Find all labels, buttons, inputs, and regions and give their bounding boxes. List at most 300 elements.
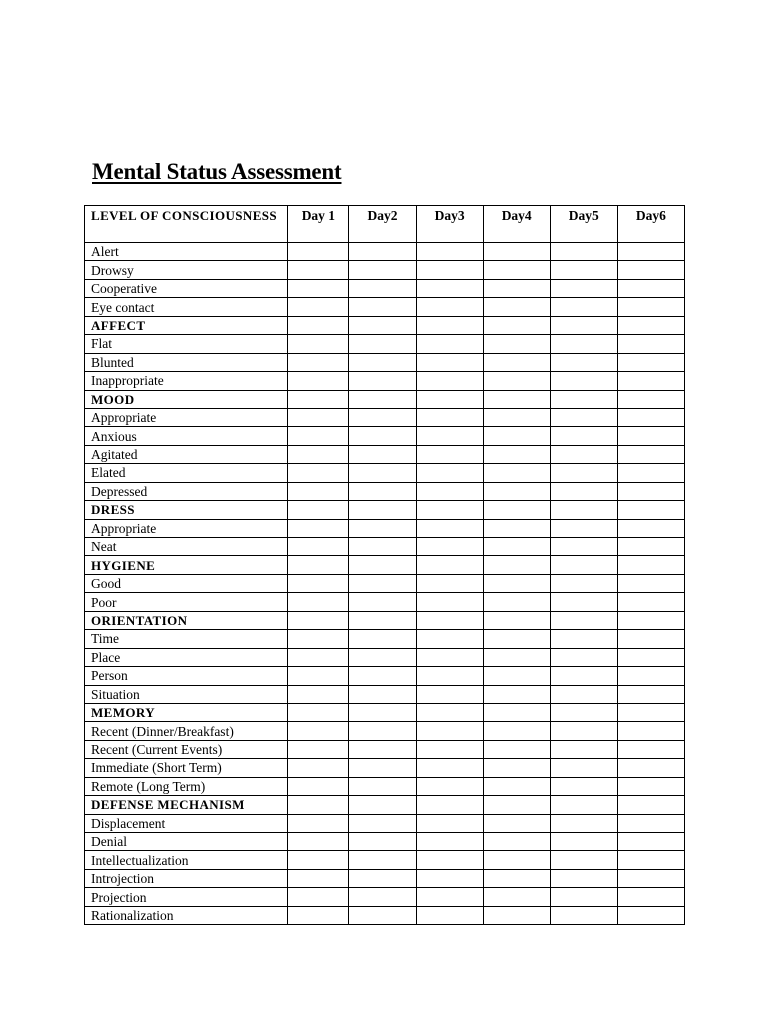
day-cell[interactable] xyxy=(288,759,349,777)
day-cell[interactable] xyxy=(349,519,416,537)
day-cell[interactable] xyxy=(550,298,617,316)
day-cell[interactable] xyxy=(288,279,349,297)
day-cell[interactable] xyxy=(349,408,416,426)
day-cell[interactable] xyxy=(617,740,684,758)
assessment-table xyxy=(84,205,685,925)
day-cell[interactable] xyxy=(617,408,684,426)
day-cell[interactable] xyxy=(483,740,550,758)
day-cell[interactable] xyxy=(416,648,483,666)
day-cell[interactable] xyxy=(288,243,349,261)
day-cell[interactable] xyxy=(483,556,550,574)
table-row xyxy=(85,906,685,924)
row-label: Neat xyxy=(85,538,288,556)
day-cell[interactable] xyxy=(483,648,550,666)
day-cell[interactable] xyxy=(288,482,349,500)
day-cell[interactable] xyxy=(416,722,483,740)
day-cell[interactable] xyxy=(483,501,550,519)
section-heading: DEFENSE MECHANISM xyxy=(85,796,288,814)
day-cell[interactable] xyxy=(349,906,416,924)
day-cell[interactable] xyxy=(349,869,416,887)
day-cell[interactable] xyxy=(288,888,349,906)
day-cell[interactable] xyxy=(416,869,483,887)
table-body xyxy=(85,243,685,925)
day-cell[interactable] xyxy=(288,464,349,482)
day-cell[interactable] xyxy=(349,630,416,648)
day-cell[interactable] xyxy=(617,298,684,316)
day-cell[interactable] xyxy=(416,261,483,279)
table-row xyxy=(85,353,685,371)
day-cell[interactable] xyxy=(349,759,416,777)
row-label: Drowsy xyxy=(85,261,288,279)
row-label: Intellectualization xyxy=(85,851,288,869)
row-label: Anxious xyxy=(85,427,288,445)
day-cell[interactable] xyxy=(349,685,416,703)
day-cell[interactable] xyxy=(617,888,684,906)
day-cell[interactable] xyxy=(288,501,349,519)
day-cell[interactable] xyxy=(288,408,349,426)
day-cell[interactable] xyxy=(617,316,684,334)
row-label: Recent (Dinner/Breakfast) xyxy=(85,722,288,740)
row-label: Projection xyxy=(85,888,288,906)
day-cell[interactable] xyxy=(288,372,349,390)
day-cell[interactable] xyxy=(349,482,416,500)
day-cell[interactable] xyxy=(288,611,349,629)
day-cell[interactable] xyxy=(349,353,416,371)
row-label: Good xyxy=(85,574,288,592)
day-cell[interactable] xyxy=(416,796,483,814)
section-heading: DRESS xyxy=(85,501,288,519)
day-cell[interactable] xyxy=(349,888,416,906)
day-cell[interactable] xyxy=(617,759,684,777)
day-cell[interactable] xyxy=(483,777,550,795)
day-cell[interactable] xyxy=(617,833,684,851)
day-cell[interactable] xyxy=(617,667,684,685)
day-cell[interactable] xyxy=(550,759,617,777)
day-cell[interactable] xyxy=(550,777,617,795)
day-cell[interactable] xyxy=(550,703,617,721)
day-cell[interactable] xyxy=(416,667,483,685)
day-cell[interactable] xyxy=(550,538,617,556)
day-cell[interactable] xyxy=(483,593,550,611)
day-cell[interactable] xyxy=(617,814,684,832)
day-cell[interactable] xyxy=(288,685,349,703)
day-cell[interactable] xyxy=(349,574,416,592)
row-label: Person xyxy=(85,667,288,685)
day-cell[interactable] xyxy=(617,685,684,703)
row-label: Blunted xyxy=(85,353,288,371)
day-cell[interactable] xyxy=(349,648,416,666)
day-cell[interactable] xyxy=(483,703,550,721)
day-cell[interactable] xyxy=(550,279,617,297)
day-cell[interactable] xyxy=(288,740,349,758)
day-cell[interactable] xyxy=(617,869,684,887)
day-cell[interactable] xyxy=(483,353,550,371)
day-cell[interactable] xyxy=(416,814,483,832)
section-heading: MEMORY xyxy=(85,703,288,721)
row-label: Appropriate xyxy=(85,408,288,426)
day-cell[interactable] xyxy=(416,833,483,851)
day-cell[interactable] xyxy=(617,906,684,924)
day-cell[interactable] xyxy=(288,796,349,814)
day-cell[interactable] xyxy=(349,611,416,629)
table-row xyxy=(85,408,685,426)
day-cell[interactable] xyxy=(617,648,684,666)
day-cell[interactable] xyxy=(550,630,617,648)
day-cell[interactable] xyxy=(617,538,684,556)
day-cell[interactable] xyxy=(550,888,617,906)
day-cell[interactable] xyxy=(550,833,617,851)
day-cell[interactable] xyxy=(349,501,416,519)
day-cell[interactable] xyxy=(483,796,550,814)
day-cell[interactable] xyxy=(483,298,550,316)
table-row xyxy=(85,464,685,482)
day-cell[interactable] xyxy=(349,556,416,574)
day-cell[interactable] xyxy=(288,833,349,851)
day-cell[interactable] xyxy=(416,593,483,611)
day-cell[interactable] xyxy=(483,279,550,297)
day-cell[interactable] xyxy=(617,501,684,519)
day-cell[interactable] xyxy=(483,335,550,353)
day-cell[interactable] xyxy=(416,685,483,703)
day-cell[interactable] xyxy=(483,538,550,556)
day-cell[interactable] xyxy=(349,390,416,408)
day-cell[interactable] xyxy=(483,390,550,408)
day-cell[interactable] xyxy=(483,869,550,887)
day-cell[interactable] xyxy=(288,593,349,611)
day-cell[interactable] xyxy=(416,464,483,482)
day-header: Day 1 xyxy=(288,206,349,243)
day-cell[interactable] xyxy=(416,574,483,592)
day-cell[interactable] xyxy=(550,906,617,924)
day-cell[interactable] xyxy=(288,722,349,740)
row-label: Introjection xyxy=(85,869,288,887)
table-row xyxy=(85,279,685,297)
day-cell[interactable] xyxy=(483,408,550,426)
day-cell[interactable] xyxy=(483,574,550,592)
day-cell[interactable] xyxy=(416,298,483,316)
day-header: Day4 xyxy=(483,206,550,243)
table-row xyxy=(85,630,685,648)
day-cell[interactable] xyxy=(416,243,483,261)
day-cell[interactable] xyxy=(288,851,349,869)
day-cell[interactable] xyxy=(550,335,617,353)
day-cell[interactable] xyxy=(288,648,349,666)
day-cell[interactable] xyxy=(288,814,349,832)
day-cell[interactable] xyxy=(416,703,483,721)
table-row xyxy=(85,833,685,851)
table-row xyxy=(85,851,685,869)
day-cell[interactable] xyxy=(617,445,684,463)
day-cell[interactable] xyxy=(483,814,550,832)
row-label: Flat xyxy=(85,335,288,353)
day-cell[interactable] xyxy=(416,906,483,924)
day-cell[interactable] xyxy=(617,556,684,574)
table-row xyxy=(85,574,685,592)
section-row xyxy=(85,316,685,334)
day-cell[interactable] xyxy=(416,390,483,408)
table-row xyxy=(85,777,685,795)
table-row xyxy=(85,740,685,758)
day-cell[interactable] xyxy=(483,243,550,261)
day-cell[interactable] xyxy=(483,427,550,445)
day-cell[interactable] xyxy=(483,833,550,851)
day-cell[interactable] xyxy=(617,279,684,297)
table-row xyxy=(85,648,685,666)
table-row xyxy=(85,335,685,353)
day-cell[interactable] xyxy=(349,593,416,611)
day-cell[interactable] xyxy=(550,445,617,463)
day-cell[interactable] xyxy=(288,335,349,353)
day-cell[interactable] xyxy=(550,390,617,408)
row-label: Situation xyxy=(85,685,288,703)
day-cell[interactable] xyxy=(349,316,416,334)
day-cell[interactable] xyxy=(550,501,617,519)
day-cell[interactable] xyxy=(550,814,617,832)
day-cell[interactable] xyxy=(483,722,550,740)
day-cell[interactable] xyxy=(416,372,483,390)
day-cell[interactable] xyxy=(349,372,416,390)
day-cell[interactable] xyxy=(550,519,617,537)
table-row xyxy=(85,667,685,685)
day-cell[interactable] xyxy=(483,464,550,482)
day-cell[interactable] xyxy=(550,427,617,445)
day-cell[interactable] xyxy=(288,556,349,574)
day-cell[interactable] xyxy=(349,740,416,758)
day-cell[interactable] xyxy=(349,243,416,261)
row-label: Eye contact xyxy=(85,298,288,316)
section-row xyxy=(85,796,685,814)
day-cell[interactable] xyxy=(349,335,416,353)
day-cell[interactable] xyxy=(617,593,684,611)
day-cell[interactable] xyxy=(416,335,483,353)
table-row xyxy=(85,427,685,445)
row-label: Depressed xyxy=(85,482,288,500)
day-cell[interactable] xyxy=(416,519,483,537)
day-cell[interactable] xyxy=(483,759,550,777)
day-cell[interactable] xyxy=(288,353,349,371)
header-label: LEVEL OF CONSCIOUSNESS xyxy=(85,206,288,243)
day-cell[interactable] xyxy=(416,630,483,648)
day-cell[interactable] xyxy=(288,445,349,463)
day-cell[interactable] xyxy=(550,482,617,500)
day-cell[interactable] xyxy=(416,851,483,869)
day-cell[interactable] xyxy=(416,556,483,574)
day-cell[interactable] xyxy=(416,611,483,629)
day-cell[interactable] xyxy=(550,648,617,666)
day-cell[interactable] xyxy=(416,279,483,297)
day-cell[interactable] xyxy=(550,593,617,611)
day-cell[interactable] xyxy=(349,851,416,869)
day-cell[interactable] xyxy=(617,427,684,445)
day-cell[interactable] xyxy=(550,611,617,629)
day-cell[interactable] xyxy=(349,667,416,685)
day-cell[interactable] xyxy=(288,298,349,316)
day-cell[interactable] xyxy=(349,833,416,851)
day-cell[interactable] xyxy=(349,427,416,445)
day-cell[interactable] xyxy=(288,316,349,334)
day-cell[interactable] xyxy=(416,316,483,334)
day-cell[interactable] xyxy=(288,703,349,721)
day-cell[interactable] xyxy=(483,445,550,463)
day-cell[interactable] xyxy=(483,888,550,906)
day-cell[interactable] xyxy=(617,722,684,740)
day-cell[interactable] xyxy=(617,335,684,353)
day-cell[interactable] xyxy=(550,261,617,279)
day-cell[interactable] xyxy=(483,685,550,703)
day-cell[interactable] xyxy=(416,408,483,426)
table-row xyxy=(85,759,685,777)
table-row xyxy=(85,722,685,740)
day-cell[interactable] xyxy=(617,519,684,537)
day-cell[interactable] xyxy=(349,703,416,721)
day-cell[interactable] xyxy=(483,261,550,279)
day-cell[interactable] xyxy=(617,574,684,592)
day-cell[interactable] xyxy=(550,574,617,592)
table-row xyxy=(85,372,685,390)
day-cell[interactable] xyxy=(550,556,617,574)
day-header: Day6 xyxy=(617,206,684,243)
section-heading: ORIENTATION xyxy=(85,611,288,629)
row-label: Displacement xyxy=(85,814,288,832)
day-cell[interactable] xyxy=(416,445,483,463)
day-cell[interactable] xyxy=(288,390,349,408)
day-cell[interactable] xyxy=(288,538,349,556)
day-cell[interactable] xyxy=(416,759,483,777)
day-cell[interactable] xyxy=(416,353,483,371)
day-cell[interactable] xyxy=(617,261,684,279)
day-cell[interactable] xyxy=(288,906,349,924)
day-cell[interactable] xyxy=(288,427,349,445)
day-cell[interactable] xyxy=(550,851,617,869)
day-cell[interactable] xyxy=(288,777,349,795)
row-label: Time xyxy=(85,630,288,648)
day-cell[interactable] xyxy=(349,814,416,832)
row-label: Denial xyxy=(85,833,288,851)
day-cell[interactable] xyxy=(349,298,416,316)
section-row xyxy=(85,501,685,519)
row-label: Recent (Current Events) xyxy=(85,740,288,758)
day-cell[interactable] xyxy=(483,906,550,924)
section-row xyxy=(85,556,685,574)
day-cell[interactable] xyxy=(617,390,684,408)
day-cell[interactable] xyxy=(483,611,550,629)
row-label: Place xyxy=(85,648,288,666)
day-cell[interactable] xyxy=(617,851,684,869)
day-cell[interactable] xyxy=(617,482,684,500)
day-cell[interactable] xyxy=(349,464,416,482)
table-row xyxy=(85,482,685,500)
day-cell[interactable] xyxy=(483,630,550,648)
table-row xyxy=(85,685,685,703)
day-cell[interactable] xyxy=(550,796,617,814)
table-row xyxy=(85,593,685,611)
day-cell[interactable] xyxy=(550,869,617,887)
day-cell[interactable] xyxy=(617,630,684,648)
table-row xyxy=(85,538,685,556)
day-cell[interactable] xyxy=(617,611,684,629)
day-cell[interactable] xyxy=(550,667,617,685)
row-label: Poor xyxy=(85,593,288,611)
day-cell[interactable] xyxy=(617,243,684,261)
day-cell[interactable] xyxy=(617,796,684,814)
day-cell[interactable] xyxy=(416,740,483,758)
day-cell[interactable] xyxy=(349,538,416,556)
day-cell[interactable] xyxy=(288,574,349,592)
day-header: Day5 xyxy=(550,206,617,243)
day-cell[interactable] xyxy=(416,427,483,445)
table-row xyxy=(85,261,685,279)
day-header: Day3 xyxy=(416,206,483,243)
table-row xyxy=(85,814,685,832)
day-cell[interactable] xyxy=(550,316,617,334)
day-cell[interactable] xyxy=(349,796,416,814)
day-cell[interactable] xyxy=(550,740,617,758)
day-cell[interactable] xyxy=(483,482,550,500)
row-label: Immediate (Short Term) xyxy=(85,759,288,777)
section-row xyxy=(85,390,685,408)
row-label: Inappropriate xyxy=(85,372,288,390)
day-cell[interactable] xyxy=(617,353,684,371)
day-cell[interactable] xyxy=(349,722,416,740)
day-cell[interactable] xyxy=(550,372,617,390)
table-row xyxy=(85,519,685,537)
day-cell[interactable] xyxy=(483,316,550,334)
row-label: Alert xyxy=(85,243,288,261)
day-cell[interactable] xyxy=(550,353,617,371)
day-cell[interactable] xyxy=(617,777,684,795)
row-label: Rationalization xyxy=(85,906,288,924)
day-cell[interactable] xyxy=(349,261,416,279)
table-row xyxy=(85,888,685,906)
day-cell[interactable] xyxy=(416,501,483,519)
day-cell[interactable] xyxy=(550,243,617,261)
section-heading: MOOD xyxy=(85,390,288,408)
row-label: Elated xyxy=(85,464,288,482)
day-cell[interactable] xyxy=(416,538,483,556)
day-cell[interactable] xyxy=(483,851,550,869)
day-cell[interactable] xyxy=(617,464,684,482)
day-cell[interactable] xyxy=(288,630,349,648)
day-cell[interactable] xyxy=(288,519,349,537)
day-cell[interactable] xyxy=(550,685,617,703)
day-cell[interactable] xyxy=(349,279,416,297)
day-cell[interactable] xyxy=(550,408,617,426)
day-cell[interactable] xyxy=(483,519,550,537)
day-cell[interactable] xyxy=(617,372,684,390)
day-cell[interactable] xyxy=(349,445,416,463)
table-row xyxy=(85,445,685,463)
row-label: Agitated xyxy=(85,445,288,463)
table-row xyxy=(85,298,685,316)
day-cell[interactable] xyxy=(617,703,684,721)
day-cell[interactable] xyxy=(550,464,617,482)
day-cell[interactable] xyxy=(416,777,483,795)
day-cell[interactable] xyxy=(349,777,416,795)
section-heading: AFFECT xyxy=(85,316,288,334)
day-cell[interactable] xyxy=(288,869,349,887)
day-cell[interactable] xyxy=(288,261,349,279)
day-cell[interactable] xyxy=(288,667,349,685)
day-cell[interactable] xyxy=(550,722,617,740)
table-row xyxy=(85,869,685,887)
page-title: Mental Status Assessment xyxy=(92,159,342,184)
day-cell[interactable] xyxy=(416,482,483,500)
row-label: Remote (Long Term) xyxy=(85,777,288,795)
day-cell[interactable] xyxy=(483,667,550,685)
day-cell[interactable] xyxy=(483,372,550,390)
day-cell[interactable] xyxy=(416,888,483,906)
table-row xyxy=(85,243,685,261)
